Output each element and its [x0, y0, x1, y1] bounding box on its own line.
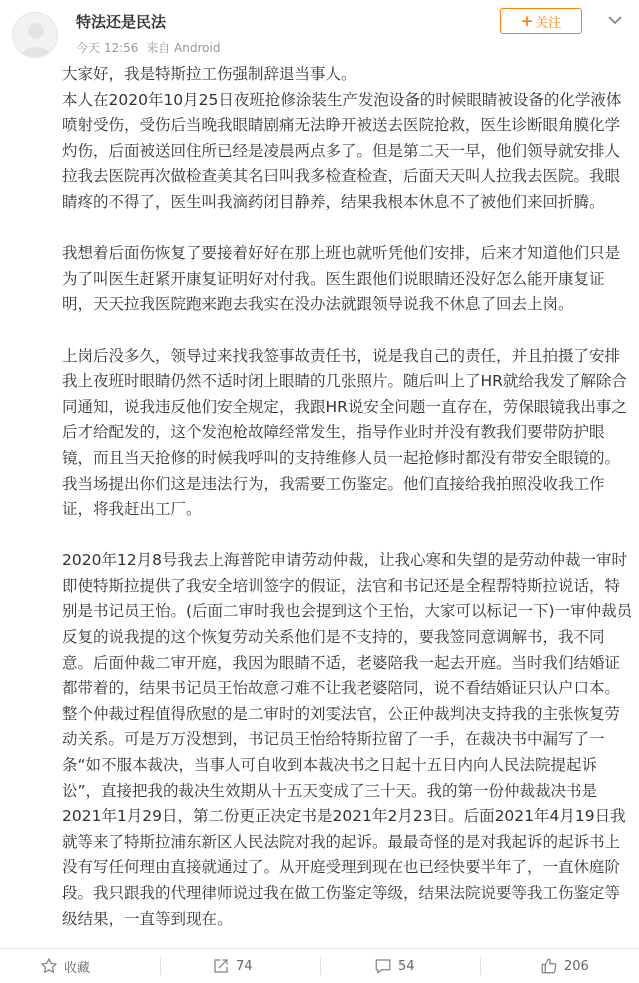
like-button[interactable] — [540, 949, 589, 983]
post-paragraph: 大家好，我是特斯拉工伤强制辞退当事人。 本人在2020年10月25日夜班抢修涂装生产发泡设备的时候眼睛被设备的化学液体喷射受伤，受伤后当晚我眼睛剧痛无法睁开被送去医院抢救，医生诊断眼角膜化学灼伤，后面被送回住所已经是凌晨两点多了。但是第二天一早，他们领导就安排人拉我去医院再次做检查美其名曰叫我多检查检查，后面天天叫人拉我去医院。我眼睛疼的不得了，医生叫我滴药闭目静养，结果我根本休息不了被他们来回折腾。 — [62, 65, 622, 211]
repost-count: 74 — [236, 958, 253, 974]
post-content — [62, 62, 634, 932]
share-icon — [212, 957, 230, 975]
more-button[interactable] — [602, 10, 628, 30]
chevron-down-icon — [608, 16, 622, 24]
post-paragraph: 我想着后面伤恢复了要接着好好在那上班也就听凭他们安排，后来才知道他们只是为了叫医生赶紧开康复证明好对付我。医生跟他们说眼睛还没好怎么能开康复证明，天天拉我医院跑来跑去我实在没办法就跟领导说我不休息了回去上岗。 — [62, 244, 621, 314]
follow-label: 关注 — [535, 15, 562, 31]
post-paragraph: 上岗后没多久，领导过来找我签事故责任书，说是我自己的责任，并且拍摄了安排我上夜班时眼睛仍然不适时闭上眼睛的几张照片。随后叫上了HR就给我发了解除合同通知，说我违反他们安全规定，我跟HR说安全问题一直存在，劳保眼镜我出事之后才给配发的，这个发泡枪故障经常发生，指导作业时并没有教我们要带防护眼镜，而且当天抢修的时候我呼叫的支持维修人员一起抢修时都没有带安全眼镜的。我当场提出你们这是违法行为，我需要工伤鉴定。他们直接给我拍照没收我工作证，将我赶出工厂。 — [62, 346, 627, 519]
divider — [160, 957, 161, 975]
avatar[interactable] — [12, 12, 58, 58]
star-icon — [40, 957, 58, 975]
favorite-button[interactable] — [40, 949, 90, 983]
plus-icon: + — [520, 11, 534, 30]
post-time: 今天 12:56 — [76, 41, 139, 55]
divider — [320, 957, 321, 975]
author-name[interactable]: 特法还是民法 — [76, 13, 167, 31]
comment-icon — [374, 957, 392, 975]
comment-count: 54 — [398, 958, 415, 974]
post-meta — [76, 40, 224, 56]
divider — [480, 957, 481, 975]
post-source: 来自 Android — [146, 41, 221, 55]
like-count: 206 — [564, 958, 589, 974]
post-paragraph: 2020年12月8号我去上海普陀申请劳动仲裁，让我心寒和失望的是劳动仲裁一审时即使特斯拉提供了我安全培训签字的假证，法官和书记还是全程帮特斯拉说话，特别是书记员王怡。(后面二审时我也会提到这个王怡，大家可以标记一下)一审仲裁员反复的说我提的这个恢复劳动关系他们是不支持的，要我签同意调解书，我不同意。后面仲裁二审开庭，我因为眼睛不适，老婆陪我一起去开庭。当时我们结婚证都带着的，结果书记员王怡故意刁难不让我老婆陪同，说不看结婚证只认户口本。整个仲裁过程值得欣慰的是二审时的刘雯法官，公正仲裁判决支持我的主张恢复劳动关系。可是万万没想到，书记员王怡给特斯拉留了一手，在裁决书中漏写了一条“如不服本裁决，当事人可自收到本裁决书之日起十五日内向人民法院提起诉讼”，直接把我的裁决生效期从十五天变成了三十天。我的第一份仲裁裁决书是2021年1月29日，第二份更正决定书是2021年2月23日。后面2021年4月19日我就等来了特斯拉浦东新区人民法院对我的起诉。最最奇怪的是对我起诉的起诉书上没有写任何理由直接就通过了。从开庭受理到现在也已经快要半年了，一直休庭阶段。我只跟我的代理律师说过我在做工伤鉴定等级，结果法院说要等我工伤鉴定等级结果，一直等到现在。 — [62, 551, 633, 928]
follow-button[interactable] — [500, 8, 582, 34]
post-header — [0, 0, 639, 62]
thumb-up-icon — [540, 957, 558, 975]
repost-button[interactable] — [212, 949, 253, 983]
action-bar — [0, 948, 639, 983]
default-avatar-icon — [13, 13, 58, 58]
favorite-label: 收藏 — [64, 960, 91, 976]
comment-button[interactable] — [374, 949, 415, 983]
